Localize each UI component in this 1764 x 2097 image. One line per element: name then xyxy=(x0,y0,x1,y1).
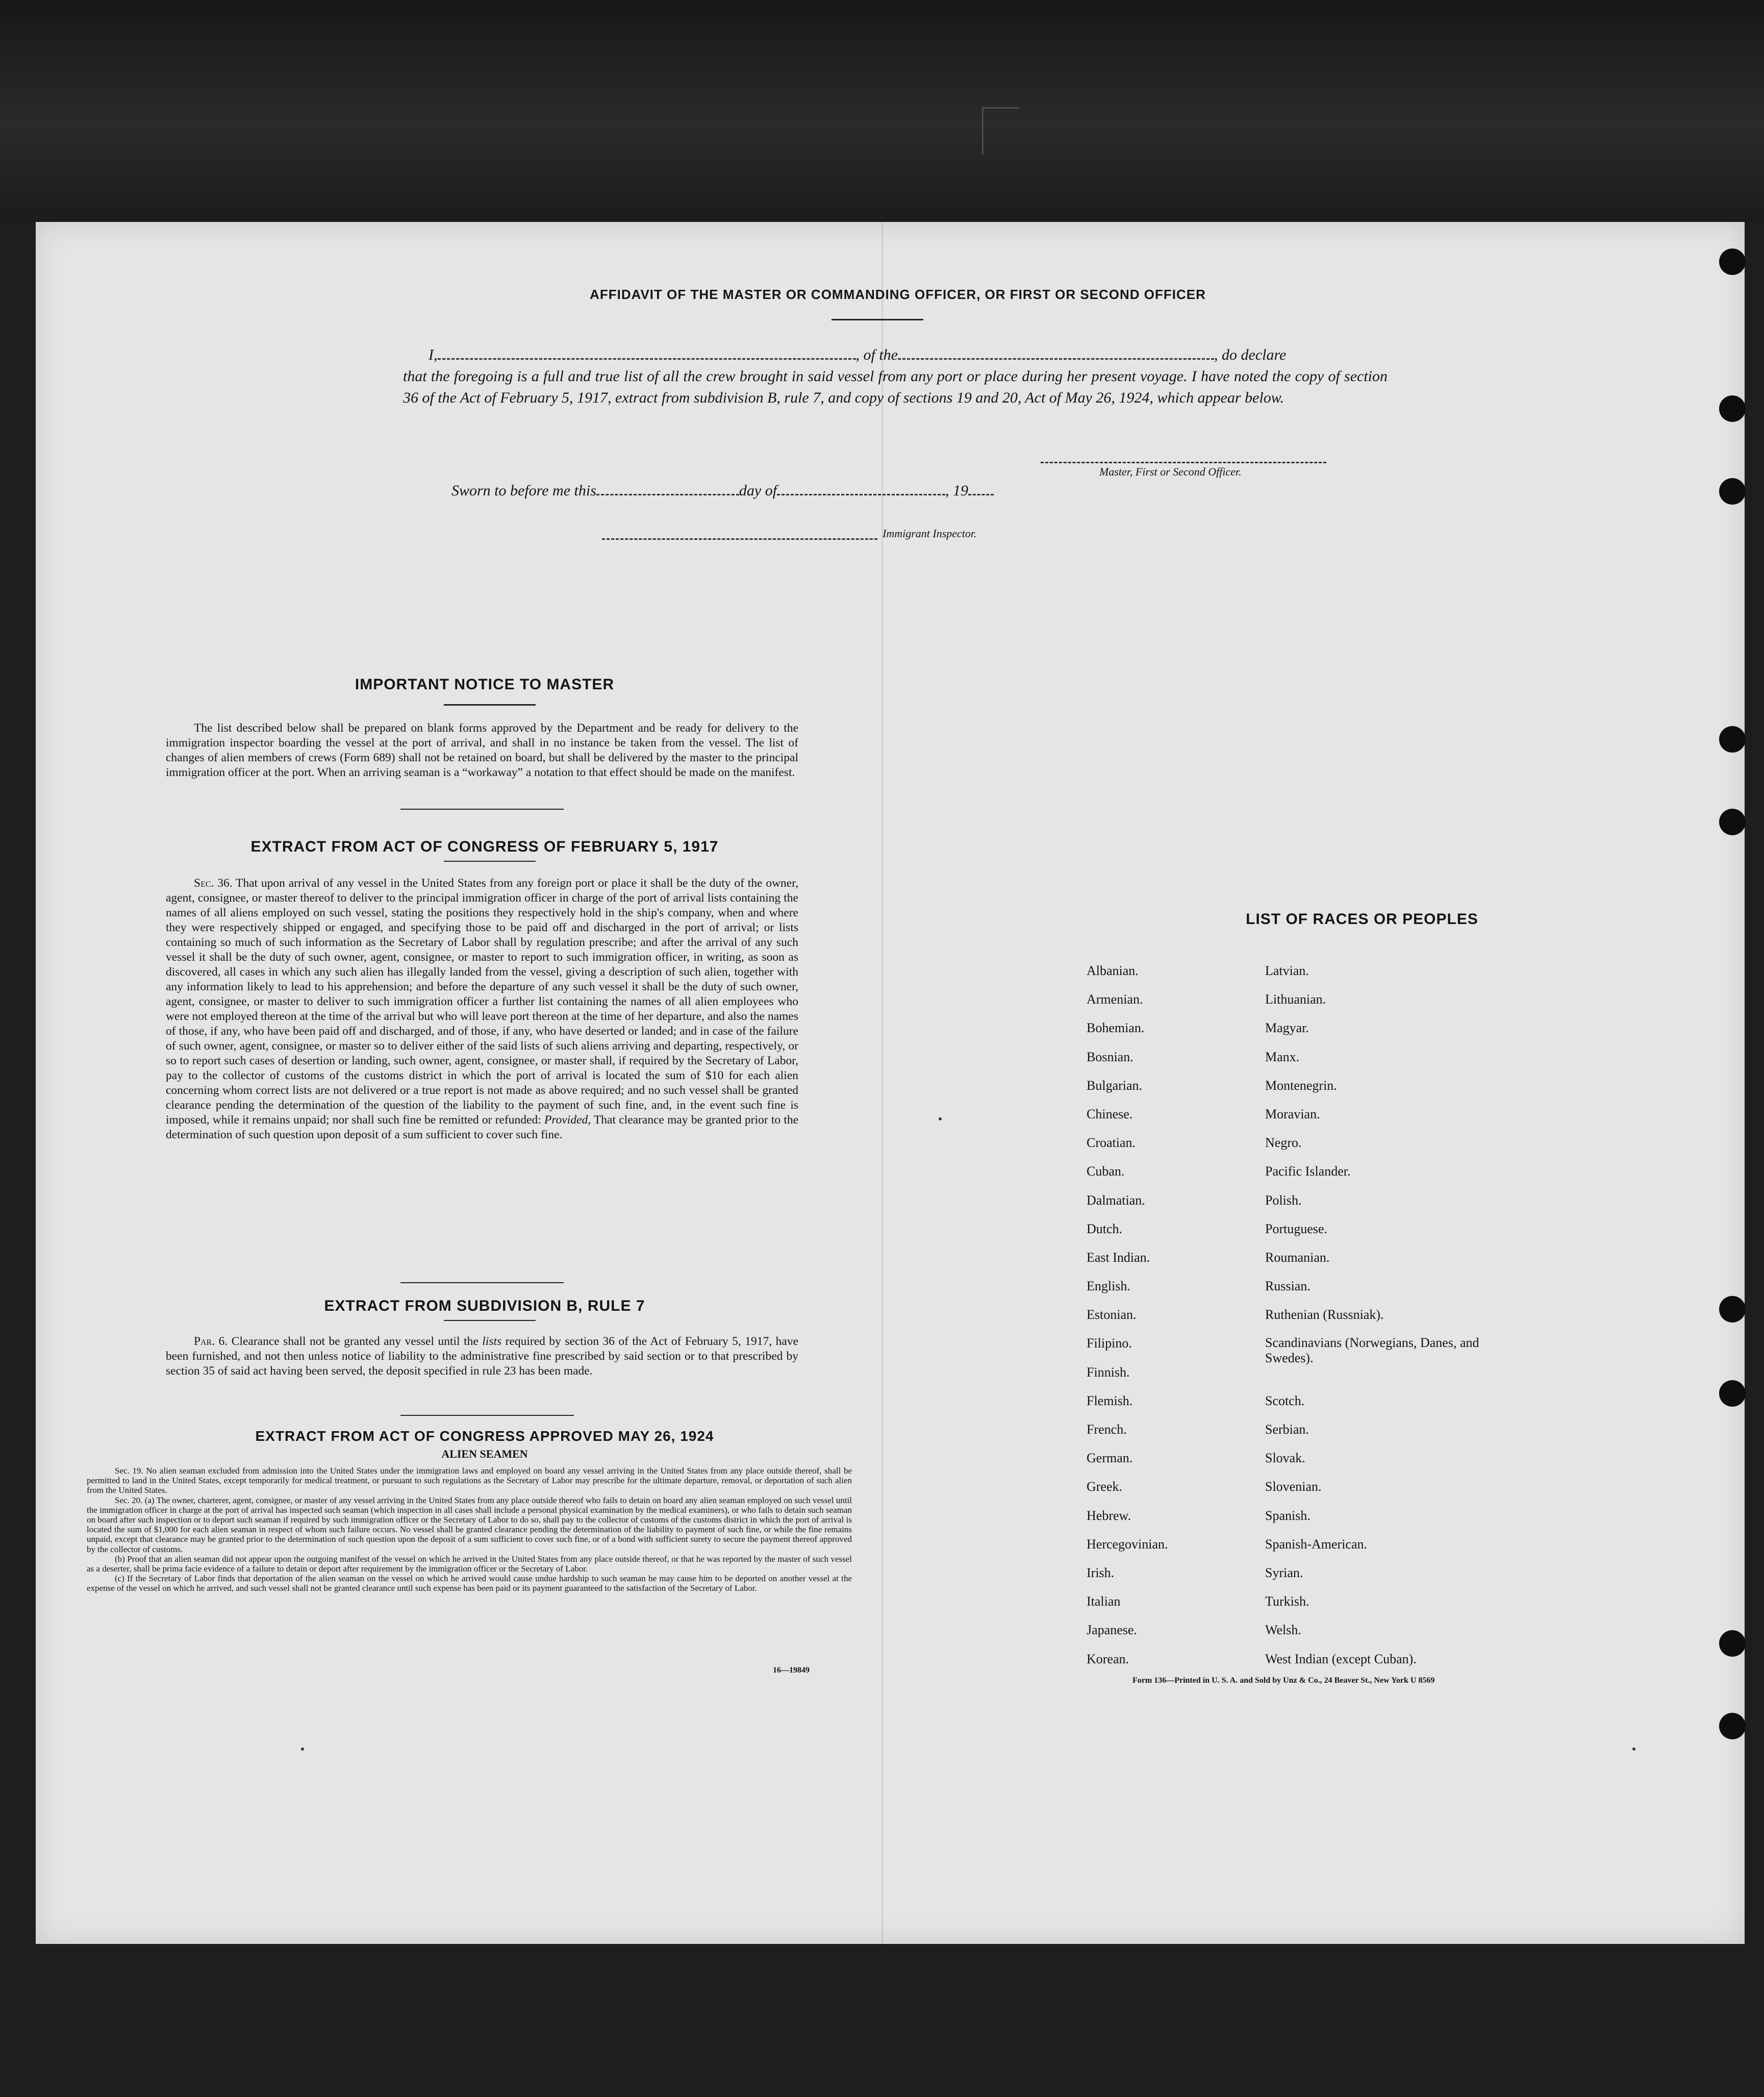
race-item: Croatian. xyxy=(1087,1135,1136,1151)
speck xyxy=(301,1747,304,1751)
race-item: Finnish. xyxy=(1087,1364,1130,1380)
race-item: Slovenian. xyxy=(1265,1479,1322,1494)
race-item: Filipino. xyxy=(1087,1336,1132,1351)
inspector-signature-line xyxy=(602,538,877,540)
races-right-column xyxy=(1265,957,1530,1674)
race-item: Hebrew. xyxy=(1087,1508,1131,1523)
race-item: West Indian (except Cuban). xyxy=(1265,1651,1417,1666)
act-1917-heading: EXTRACT FROM ACT OF CONGRESS OF FEBRUARY 5, 1917 xyxy=(250,838,719,855)
race-item: Chinese. xyxy=(1087,1106,1133,1121)
form-number: 16—19849 xyxy=(773,1666,810,1675)
rule7-text-a: Clearance shall not be granted any vessel until the xyxy=(231,1335,478,1348)
race-item: English. xyxy=(1087,1279,1130,1294)
race-item: Scandinavians (Norwegians, Danes, and Swedes). xyxy=(1265,1335,1479,1366)
punch-hole xyxy=(1719,395,1746,422)
act-1917-end-rule xyxy=(400,1282,564,1283)
race-item: Japanese. xyxy=(1087,1622,1137,1638)
scanner-background xyxy=(0,0,1764,222)
races-heading: LIST OF RACES OR PEOPLES xyxy=(1246,911,1478,928)
vessel-blank xyxy=(898,347,1214,360)
notice-end-rule xyxy=(400,809,564,810)
act-1917-rule xyxy=(444,861,536,862)
race-item: Italian xyxy=(1087,1594,1121,1609)
race-item: Scotch. xyxy=(1265,1393,1305,1408)
race-item: Roumanian. xyxy=(1265,1250,1330,1265)
sec-36-label: Sec. 36. xyxy=(194,877,233,890)
punch-hole xyxy=(1719,809,1746,835)
act-1924-heading: EXTRACT FROM ACT OF CONGRESS APPROVED MAY 26, 1924 xyxy=(255,1428,714,1444)
printer-note: Form 136—Printed in U. S. A. and Sold by Unz & Co., 24 Beaver St., New York U 8569 xyxy=(1132,1676,1435,1685)
race-item: Korean. xyxy=(1087,1651,1129,1666)
race-item: Pacific Islander. xyxy=(1265,1164,1351,1179)
notice-rule xyxy=(444,704,536,706)
race-item: Slovak. xyxy=(1265,1451,1305,1466)
race-item: Armenian. xyxy=(1087,992,1143,1007)
race-item: Bulgarian. xyxy=(1087,1078,1143,1093)
notice-text-block xyxy=(166,721,798,780)
race-item: Welsh. xyxy=(1265,1622,1301,1638)
provided-label: Provided, xyxy=(544,1113,591,1127)
race-item: Turkish. xyxy=(1265,1594,1309,1609)
race-item: Ruthenian (Russniak). xyxy=(1265,1307,1384,1322)
page-fold xyxy=(881,222,883,1944)
title-rule xyxy=(831,319,923,320)
affidavit-title: AFFIDAVIT OF THE MASTER OR COMMANDING OFFICER, OR FIRST OR SECOND OFFICER xyxy=(590,287,1206,302)
race-item: Manx. xyxy=(1265,1049,1300,1064)
rule7-text-b: required by section 36 of the Act of February 5, 1917, have been furnished, and not then unless notice of liability to the administrative fine prescribed by said section or to that prescribed by section 35 of said act having been served, the deposit specified in rule 23 has been made. xyxy=(166,1335,798,1378)
master-label: Master, First or Second Officer. xyxy=(1099,465,1242,478)
year-blank xyxy=(968,483,994,495)
race-item: Bohemian. xyxy=(1087,1020,1145,1036)
race-item: Greek. xyxy=(1087,1479,1123,1494)
sworn-day-of: day of xyxy=(739,482,777,499)
race-item: Spanish. xyxy=(1265,1508,1311,1523)
sworn-line xyxy=(451,482,1166,500)
punch-hole xyxy=(1719,1296,1746,1322)
rule7-rule xyxy=(444,1320,536,1321)
day-blank xyxy=(596,483,739,495)
race-item: East Indian. xyxy=(1087,1250,1150,1265)
affidavit-line-1 xyxy=(403,344,1393,366)
race-item: Negro. xyxy=(1265,1135,1302,1151)
race-item: Russian. xyxy=(1265,1279,1311,1294)
sworn-prefix: Sworn to before me this xyxy=(451,482,596,499)
punch-hole xyxy=(1719,1630,1746,1657)
sec-20a-text: Sec. 20. (a) The owner, charterer, agent, consignee, or master of any vessel arriving in the United States from any place outside thereof who fails to detain on board any alien seaman employed on such vessel until the immigration officer in charge at the port of arrival has inspected such seaman (which inspection in all cases shall include a personal physical examination by the medical examiners), or who fails to detain such seaman on board after such inspection or to deport such seaman if required by such immigration officer or the Secretary of Labor to do so, shall pay to the collector of customs of the customs district in which the port of arrival is located the sum of $1,000 for each alien seaman in respect of whom such failure occurs. No vessel shall be granted clearance pending the determination of the liability to payment of such fine, or while the fine remains unpaid, except that clearance may be granted prior to the determination of such question upon the deposit of a sum sufficient to cover such fine, or of a bond with sufficient surety to secure the payment thereof approved by the collector of customs. xyxy=(87,1495,852,1554)
sec-36-text: That upon arrival of any vessel in the United States from any foreign port or place it shall be the duty of the owner, agent, consignee, or master thereof to deliver to the principal immigration officer in charge of the port of arrival lists containing the names of all aliens employed on such vessel, stating the positions they respectively hold in the ship's company, when and where they were respectively shipped or engaged, and specifying those to be paid off and discharged in the port of arrival; or lists containing so much of such information as the Secretary of Labor shall by regulation prescribe; and after the arrival of any such vessel it shall be the duty of such owner, agent, consignee, or master to report to such immigration officer, in writing, as soon as discovered, all cases in which any such alien has illegally landed from the vessel, giving a description of such alien, together with any information likely to lead to his apprehension; and before the departure of any such vessel it shall be the duty of such owner, agent, consignee, or master to deliver to such immigration officer a further list containing the names of all alien employees who were not employed thereon at the time of the arrival but who will leave port thereon at the time of her departure, and also the names of those, if any, who have been paid off and discharged, and of those, if any, who have deserted or landed; and in case of the failure of such owner, agent, consignee, or master so to deliver either of the said lists of such aliens arriving and departing, respectively, or so to report such cases of desertion or landing, such owner, agent, consignee, or master shall, if required by the Secretary of Labor, pay to the collector of customs of the customs district in which the port of arrival is located the sum of $10 for each alien concerning whom correct lists are not delivered or a true report is not made as above required; and no such vessel shall be granted clearance pending the determination of the question of the liability to the payment of such fine, and, in the event such fine is imposed, while it remains unpaid; nor shall such fine be remitted or refunded: xyxy=(166,877,798,1127)
race-item: Albanian. xyxy=(1087,963,1139,978)
document-page xyxy=(36,222,1745,1944)
race-item: German. xyxy=(1087,1451,1133,1466)
rule7-block xyxy=(166,1334,798,1379)
affidavit-i: I, xyxy=(429,346,438,363)
race-item: Moravian. xyxy=(1265,1106,1320,1121)
act-1917-section xyxy=(166,876,798,1142)
scanner-mark xyxy=(982,107,1019,155)
act-1924-subheading: ALIEN SEAMEN xyxy=(441,1447,528,1460)
par-6-label: Par. 6. xyxy=(194,1335,228,1348)
race-item: Cuban. xyxy=(1087,1164,1125,1179)
punch-hole xyxy=(1719,248,1746,275)
affidavit-body-text: that the foregoing is a full and true list of all the crew brought in said vessel from any port or place during her present voyage. I have noted the copy of section 36 of the Act of February 5, 1917, extract from subdivision B, rule 7, and copy of sections 19 and 20, Act of May 26, 1924, which appear below. xyxy=(403,368,1388,406)
race-item: Flemish. xyxy=(1087,1393,1133,1408)
race-item: Lithuanian. xyxy=(1265,992,1326,1007)
provided-text: That clearance may be granted prior to the determination of such question upon deposit of a sum sufficient to cover such fine. xyxy=(166,1113,799,1141)
race-item: Montenegrin. xyxy=(1265,1078,1337,1093)
speck xyxy=(1632,1747,1635,1751)
rule7-heading: EXTRACT FROM SUBDIVISION B, RULE 7 xyxy=(324,1297,645,1314)
race-item: Dutch. xyxy=(1087,1221,1123,1236)
race-item: Portuguese. xyxy=(1265,1221,1328,1236)
act-1917-block xyxy=(166,876,798,1142)
master-signature-line xyxy=(1041,462,1326,463)
sec-20c-text: (c) If the Secretary of Labor finds that deportation of the alien seaman on the vessel on which he arrived would cause undue hardship to such seaman he may cause him to be deported on another vessel at the expense of the vessel on which he arrived, and such vessel shall not be granted clearance until such expense has been paid or its payment guaranteed to the satisfaction of the Secretary of Labor. xyxy=(87,1574,852,1593)
affidavit-of-the: , of the xyxy=(855,346,898,363)
sworn-year: , 19 xyxy=(945,482,969,499)
race-item: Magyar. xyxy=(1265,1020,1309,1036)
sec-20b-text: (b) Proof that an alien seaman did not appear upon the outgoing manifest of the vessel on which he arrived in the United States from any place outside thereof, or that he was reported by the master of such vessel as a deserter, shall be prima facie evidence of a failure to detain or deport after requirement by the immigration officer or the Secretary of Labor. xyxy=(87,1554,852,1574)
race-item: Syrian. xyxy=(1265,1565,1303,1580)
punch-hole xyxy=(1719,1380,1746,1407)
race-item: Spanish-American. xyxy=(1265,1536,1368,1552)
name-blank xyxy=(438,347,856,360)
punch-hole xyxy=(1719,478,1746,505)
punch-hole xyxy=(1719,726,1746,753)
sec-19-text: Sec. 19. No alien seaman excluded from admission into the United States under the immigration laws and employed on board any vessel arriving in the United States from any place outside thereof, shall be permitted to land in the United States, except temporarily for medical treatment, or pursuant to such regulations as the Secretary of Labor may prescribe for the ultimate departure, removal, or deportation of such alien from the United States. xyxy=(87,1466,852,1495)
notice-heading: IMPORTANT NOTICE TO MASTER xyxy=(355,676,615,693)
race-item: Polish. xyxy=(1265,1192,1302,1208)
race-item: Hercegovinian. xyxy=(1087,1536,1168,1552)
month-blank xyxy=(777,483,945,495)
race-item: Estonian. xyxy=(1087,1307,1137,1322)
act-1924-block xyxy=(87,1466,852,1593)
race-item: French. xyxy=(1087,1422,1127,1437)
race-item: Bosnian. xyxy=(1087,1049,1133,1064)
punch-hole xyxy=(1719,1713,1746,1739)
notice-text: The list described below shall be prepared on blank forms approved by the Department and be ready for delivery to the immigration inspector boarding the vessel at the port of arrival, and shall in no instance be taken from the vessel. The list of changes of alien members of crews (Form 689) shall not be retained on board, but shall be delivered by the master to the principal immigration officer at the port. When an arriving seaman is a “workaway” a notation to that effect should be made on the manifest. xyxy=(166,721,798,779)
affidavit-declare: , do declare xyxy=(1214,346,1287,363)
speck xyxy=(939,1117,942,1120)
rule7-paragraph xyxy=(166,1334,798,1379)
race-item: Serbian. xyxy=(1265,1422,1309,1437)
inspector-label: Immigrant Inspector. xyxy=(883,527,977,540)
race-item: Latvian. xyxy=(1265,963,1309,978)
lists-word: lists xyxy=(482,1335,502,1348)
race-item: Dalmatian. xyxy=(1087,1192,1145,1208)
race-item: Irish. xyxy=(1087,1565,1115,1580)
affidavit-body xyxy=(403,344,1393,409)
rule7-end-rule xyxy=(400,1415,574,1416)
